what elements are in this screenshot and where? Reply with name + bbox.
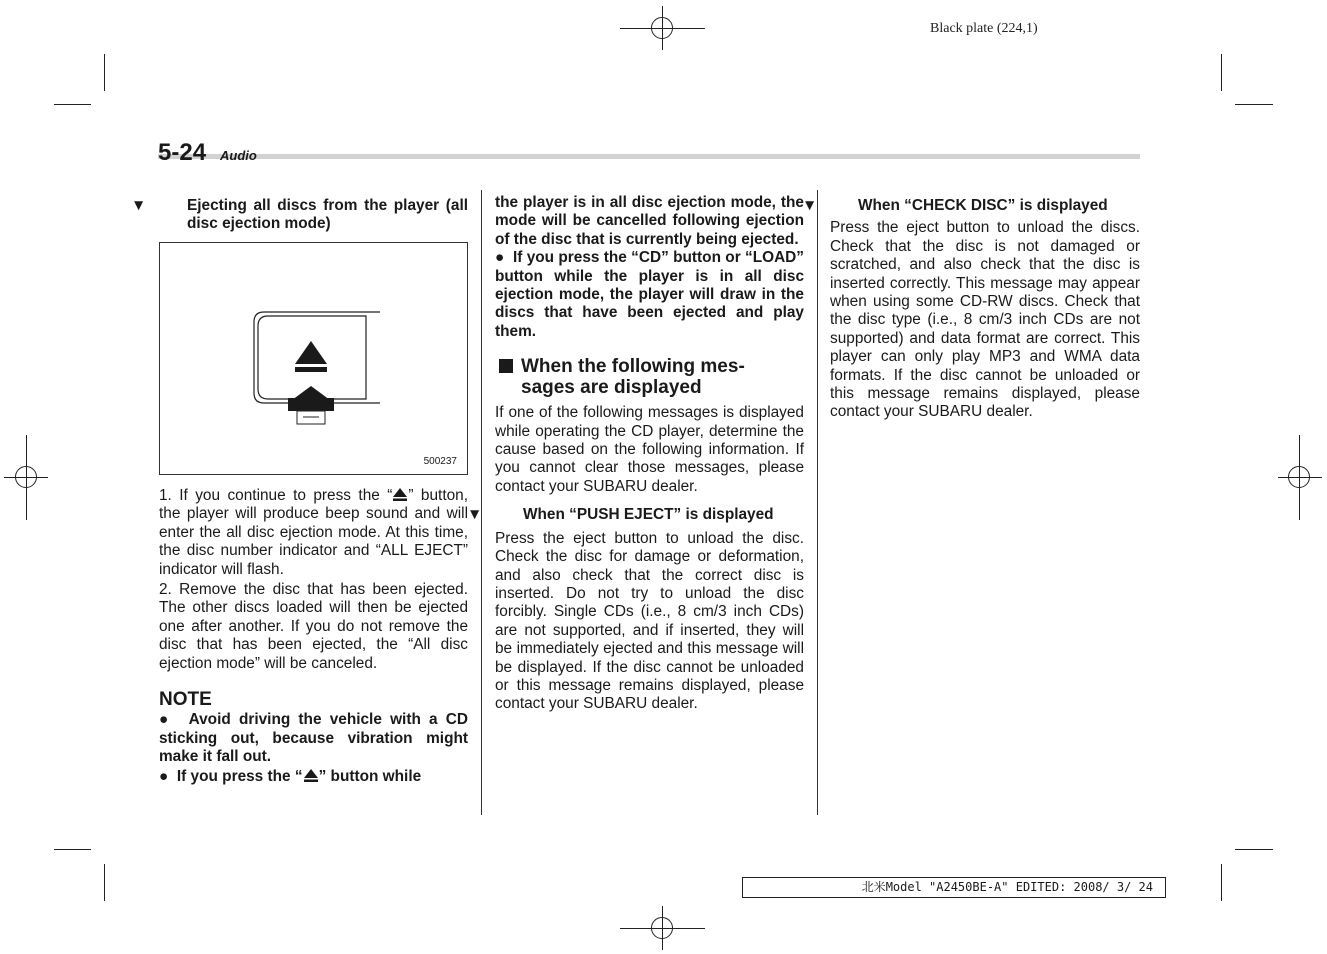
header-rule	[158, 154, 1140, 159]
column-1	[131, 197, 468, 234]
section-intro: If one of the following messages is displayed while operating the CD player, determine the cause based on the following information. If you cannot clear those messages, please contact your SUBARU dealer.	[495, 404, 804, 495]
step-2: 2. Remove the disc that has been ejected. The other discs loaded will then be ejected one after another. If you do not remove the disc that has been ejected, the “All disc ejection mode” will be canceled.	[159, 581, 468, 672]
down-triangle-icon: ▼	[467, 506, 483, 524]
push-eject-body: Press the eject button to unload the disc. Check the disc for damage or deformation, and also check that the correct disc is inserted. Do not try to unload the disc forcibly. Single CDs (i.e., 8 cm/3 inch CDs) are not supported, and if inserted, they will be immediately ejected and this message will be displayed. If the disc cannot be unloaded or this message remains displayed, please contact your SUBARU dealer.	[495, 529, 804, 713]
section-heading: When the following mes- sages are displayed	[495, 356, 804, 398]
note-continued: the player is in all disc ejection mode, the mode will be cancelled following ejection of the disc that is currently being ejected.	[495, 194, 804, 248]
eject-icon	[303, 767, 319, 783]
note-item-3: ● If you press the “CD” button or “LOAD” button while the player is in all disc ejection mode, the player will draw in the discs that have been ejected and play them.	[495, 249, 804, 340]
bullet-icon: ●	[159, 711, 189, 729]
bullet-icon: ●	[159, 767, 177, 785]
bullet-icon: ●	[495, 249, 513, 267]
footer-edit-info: 北米Model "A2450BE-A" EDITED: 2008/ 3/ 24	[742, 877, 1166, 898]
subheading-ejecting-all: ▼ Ejecting all discs from the player (all disc ejection mode)	[131, 197, 468, 233]
plate-label: Black plate (224,1)	[930, 21, 1038, 36]
figure-code: 500237	[423, 456, 457, 467]
step-1: 1. If you continue to press the “ ” button, the player will produce beep sound and will enter the all disc ejection mode. At this time, the disc number indicator and “ALL EJECT” indicator will flash.	[159, 487, 468, 578]
figure-eject-button	[159, 242, 468, 475]
down-triangle-icon: ▼	[802, 197, 818, 214]
eject-button-illustration	[160, 243, 467, 474]
column-divider	[481, 190, 482, 815]
check-disc-body: Press the eject button to unload the discs. Check that the disc is not damaged or scratched, and also check that the disc is inserted correctly. This message may appear when using some CD-RW discs. Check that the disc type (i.e., 8 cm/3 inch CDs are not supported) and data format are correct. This player can only play MP3 and WMA data formats. If the disc cannot be unloaded or this message remains displayed, please contact your SUBARU dealer.	[830, 219, 1140, 421]
eject-icon	[392, 486, 408, 502]
square-bullet-icon	[499, 359, 513, 373]
note-item-1: ● Avoid driving the vehicle with a CD sticking out, because vibration might make it fall out.	[159, 711, 468, 766]
section-title: Audio	[220, 148, 257, 163]
page-number: 5-24	[158, 139, 207, 166]
column-2	[467, 194, 804, 714]
subheading-push-eject: ▼ When “PUSH EJECT” is displayed	[467, 506, 774, 524]
column-3	[802, 197, 1140, 422]
note-item-2: ● If you press the “ ” button while	[159, 767, 422, 785]
subheading-check-disc: ▼ When “CHECK DISC” is displayed	[802, 197, 1108, 214]
down-triangle-icon: ▼	[131, 197, 147, 214]
column-divider	[817, 190, 818, 815]
column-1-body	[159, 486, 468, 786]
note-title: NOTE	[159, 689, 212, 711]
